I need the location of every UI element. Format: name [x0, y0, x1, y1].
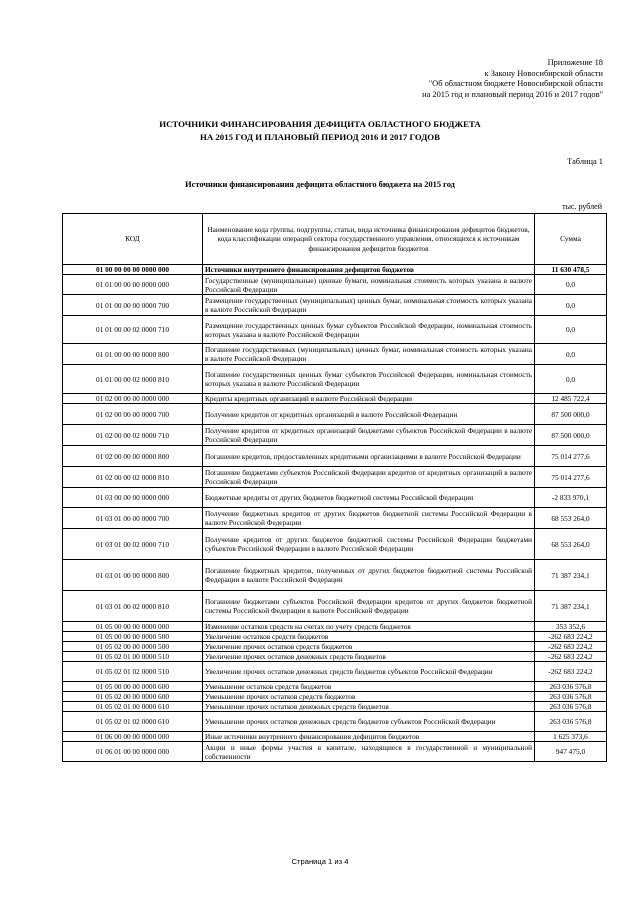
table-row	[63, 682, 607, 692]
row-sum: -262 683 224,2	[535, 662, 607, 682]
row-name: Кредиты кредитных организаций в валюте Российской Федерации	[203, 394, 535, 404]
row-code: 01 03 01 00 02 0000 710	[63, 529, 203, 560]
row-sum: 0,0	[535, 344, 607, 365]
row-code: 01 06 01 00 00 0000 000	[63, 742, 203, 762]
row-code: 01 05 02 01 00 0000 610	[63, 702, 203, 712]
appendix-header	[422, 58, 603, 100]
table-row	[63, 275, 607, 295]
table-row	[63, 622, 607, 632]
row-code: 01 05 02 01 00 0000 510	[63, 652, 203, 662]
row-sum: 87 500 000,0	[535, 404, 607, 425]
row-sum: 263 036 576,8	[535, 682, 607, 692]
row-sum: 68 553 264,0	[535, 529, 607, 560]
row-sum: 263 036 576,8	[535, 712, 607, 732]
header-code: КОД	[63, 214, 203, 265]
row-name: Увеличение остатков средств бюджетов	[203, 632, 535, 642]
row-sum: 947 475,0	[535, 742, 607, 762]
table-row	[63, 560, 607, 591]
row-code: 01 02 00 00 02 0000 710	[63, 425, 203, 446]
table-header-row	[63, 214, 607, 265]
row-sum: 0,0	[535, 365, 607, 394]
row-code: 01 01 00 00 00 0000 700	[63, 295, 203, 316]
table-row	[63, 404, 607, 425]
table-row	[63, 732, 607, 742]
table-row	[63, 467, 607, 488]
row-code: 01 01 00 00 00 0000 000	[63, 275, 203, 295]
row-sum: 71 387 234,1	[535, 591, 607, 622]
row-code: 01 02 00 00 00 0000 700	[63, 404, 203, 425]
row-name: Погашение бюджетных кредитов, полученных от других бюджетов бюджетной системы Российской Федерации в валюте Российской Федерации	[203, 560, 535, 591]
table-row	[63, 662, 607, 682]
financing-sources-table	[62, 213, 607, 762]
row-name: Источники внутреннего финансирования дефицитов бюджетов	[203, 265, 535, 275]
row-name: Бюджетные кредиты от других бюджетов бюджетной системы Российской Федерации	[203, 488, 535, 508]
row-name: Погашение государственных ценных бумаг субъектов Российской Федерации, номинальная стоимость которых указана в валюте Российской Федерации	[203, 365, 535, 394]
row-sum: 75 014 277,6	[535, 446, 607, 467]
page-footer: Страница 1 из 4	[291, 857, 349, 866]
row-name: Увеличение прочих остатков денежных средств бюджетов	[203, 652, 535, 662]
row-name: Увеличение прочих остатков денежных средств бюджетов субъектов Российской Федерации	[203, 662, 535, 682]
row-sum: -262 683 224,2	[535, 632, 607, 642]
row-code: 01 05 00 00 00 0000 600	[63, 682, 203, 692]
row-name: Уменьшение прочих остатков средств бюджетов	[203, 692, 535, 702]
table-row	[63, 488, 607, 508]
row-code: 01 03 01 00 00 0000 700	[63, 508, 203, 529]
row-sum: -2 833 970,1	[535, 488, 607, 508]
row-name: Государственные (муниципальные) ценные бумаги, номинальная стоимость которых указана в валюте Российской Федерации	[203, 275, 535, 295]
row-code: 01 05 02 00 00 0000 500	[63, 642, 203, 652]
row-sum: 87 500 000,0	[535, 425, 607, 446]
row-code: 01 03 00 00 00 0000 000	[63, 488, 203, 508]
appendix-line: Приложение 18	[547, 58, 603, 67]
row-name: Получение кредитов от кредитных организаций бюджетами субъектов Российской Федерации в валюте Российской Федерации	[203, 425, 535, 446]
table-row	[63, 529, 607, 560]
row-code: 01 05 00 00 00 0000 000	[63, 622, 203, 632]
row-sum: 263 036 576,8	[535, 702, 607, 712]
table-row	[63, 446, 607, 467]
units-label: тыс. рублей	[562, 202, 602, 211]
row-sum: 12 485 722,4	[535, 394, 607, 404]
row-name: Погашение бюджетами субъектов Российской Федерации кредитов от других бюджетов бюджетной системы Российской Федерации в валюте Российской Федерации	[203, 591, 535, 622]
table-row	[63, 394, 607, 404]
table-row	[63, 344, 607, 365]
table-row	[63, 425, 607, 446]
row-code: 01 03 01 00 02 0000 810	[63, 591, 203, 622]
row-code: 01 02 00 00 02 0000 810	[63, 467, 203, 488]
table-row	[63, 508, 607, 529]
row-sum: 263 036 576,8	[535, 692, 607, 702]
table-row	[63, 365, 607, 394]
row-sum: 68 553 264,0	[535, 508, 607, 529]
table-row	[63, 316, 607, 344]
row-code: 01 01 00 00 02 0000 710	[63, 316, 203, 344]
table-row	[63, 632, 607, 642]
row-sum: 353 352,6	[535, 622, 607, 632]
table-row	[63, 702, 607, 712]
appendix-line: к Закону Новосибирской области	[484, 68, 603, 78]
table-subtitle: Источники финансирования дефицита областного бюджета на 2015 год	[185, 180, 455, 189]
row-name: Погашение государственных (муниципальных) ценных бумаг, номинальная стоимость которых указана в валюте Российской Федерации	[203, 344, 535, 365]
row-sum: 71 387 234,1	[535, 560, 607, 591]
row-code: 01 05 02 01 02 0000 510	[63, 662, 203, 682]
row-code: 01 02 00 00 00 0000 800	[63, 446, 203, 467]
row-name: Уменьшение остатков средств бюджетов	[203, 682, 535, 692]
row-code: 01 06 00 00 00 0000 000	[63, 732, 203, 742]
table-row	[63, 265, 607, 275]
table-row	[63, 642, 607, 652]
row-name: Уменьшение прочих остатков денежных средств бюджетов	[203, 702, 535, 712]
row-code: 01 05 02 01 02 0000 610	[63, 712, 203, 732]
row-name: Получение кредитов от кредитных организаций в валюте Российской Федерации	[203, 404, 535, 425]
table-row	[63, 712, 607, 732]
table-row	[63, 742, 607, 762]
document-title	[0, 118, 640, 144]
row-sum: -262 683 224,2	[535, 642, 607, 652]
row-sum: 1 625 373,6	[535, 732, 607, 742]
row-sum: -262 683 224,2	[535, 652, 607, 662]
row-name: Получение бюджетных кредитов от других бюджетов бюджетной системы Российской Федерации в валюте Российской Федерации	[203, 508, 535, 529]
table-row	[63, 295, 607, 316]
row-name: Получение кредитов от других бюджетов бюджетной системы Российской Федерации бюджетами субъектов Российской Федерации в валюте Российской Федерации	[203, 529, 535, 560]
row-name: Размещение государственных ценных бумаг субъектов Российской Федерации, номинальная стоимость которых указана в валюте Российской Федерации	[203, 316, 535, 344]
row-name: Размещение государственных (муниципальных) ценных бумаг, номинальная стоимость которых указана в валюте Российской Федерации	[203, 295, 535, 316]
row-name: Уменьшение прочих остатков денежных средств бюджетов субъектов Российской Федерации	[203, 712, 535, 732]
row-sum: 0,0	[535, 275, 607, 295]
table-number: Таблица 1	[567, 157, 603, 166]
row-code: 01 05 02 00 00 0000 600	[63, 692, 203, 702]
row-name: Увеличение прочих остатков средств бюджетов	[203, 642, 535, 652]
header-name: Наименование кода группы, подгруппы, статьи, вида источника финансирования дефицитов бюджетов, кода классификации операций сектора государственного управления, относящихся к источникам финансирования дефицитов бюджетов	[203, 214, 535, 265]
header-sum: Сумма	[535, 214, 607, 265]
row-name: Иные источники внутреннего финансирования дефицитов бюджетов	[203, 732, 535, 742]
row-code: 01 03 01 00 00 0000 800	[63, 560, 203, 591]
table-row	[63, 652, 607, 662]
row-sum: 0,0	[535, 316, 607, 344]
row-sum: 75 014 277,6	[535, 467, 607, 488]
row-code: 01 05 00 00 00 0000 500	[63, 632, 203, 642]
row-sum: 11 630 478,5	[535, 265, 607, 275]
appendix-line: на 2015 год и плановый период 2016 и 2017 годов"	[422, 89, 603, 99]
title-line: НА 2015 ГОД И ПЛАНОВЫЙ ПЕРИОД 2016 И 2017 ГОДОВ	[200, 132, 440, 142]
table-row	[63, 692, 607, 702]
appendix-line: "Об областном бюджете Новосибирской области	[428, 79, 603, 89]
row-name: Погашение бюджетами субъектов Российской Федерации кредитов от кредитных организаций в валюте Российской Федерации	[203, 467, 535, 488]
table-row	[63, 591, 607, 622]
row-name: Изменение остатков средств на счетах по учету средств бюджетов	[203, 622, 535, 632]
row-code: 01 02 00 00 00 0000 000	[63, 394, 203, 404]
row-sum: 0,0	[535, 295, 607, 316]
row-code: 01 00 00 00 00 0000 000	[63, 265, 203, 275]
title-line: ИСТОЧНИКИ ФИНАНСИРОВАНИЯ ДЕФИЦИТА ОБЛАСТНОГО БЮДЖЕТА	[159, 119, 481, 129]
row-code: 01 01 00 00 02 0000 810	[63, 365, 203, 394]
row-name: Акции и иные формы участия в капитале, находящиеся в государственной и муниципальной собственности	[203, 742, 535, 762]
row-name: Погашение кредитов, предоставленных кредитными организациями в валюте Российской Федерации	[203, 446, 535, 467]
row-code: 01 01 00 00 00 0000 800	[63, 344, 203, 365]
